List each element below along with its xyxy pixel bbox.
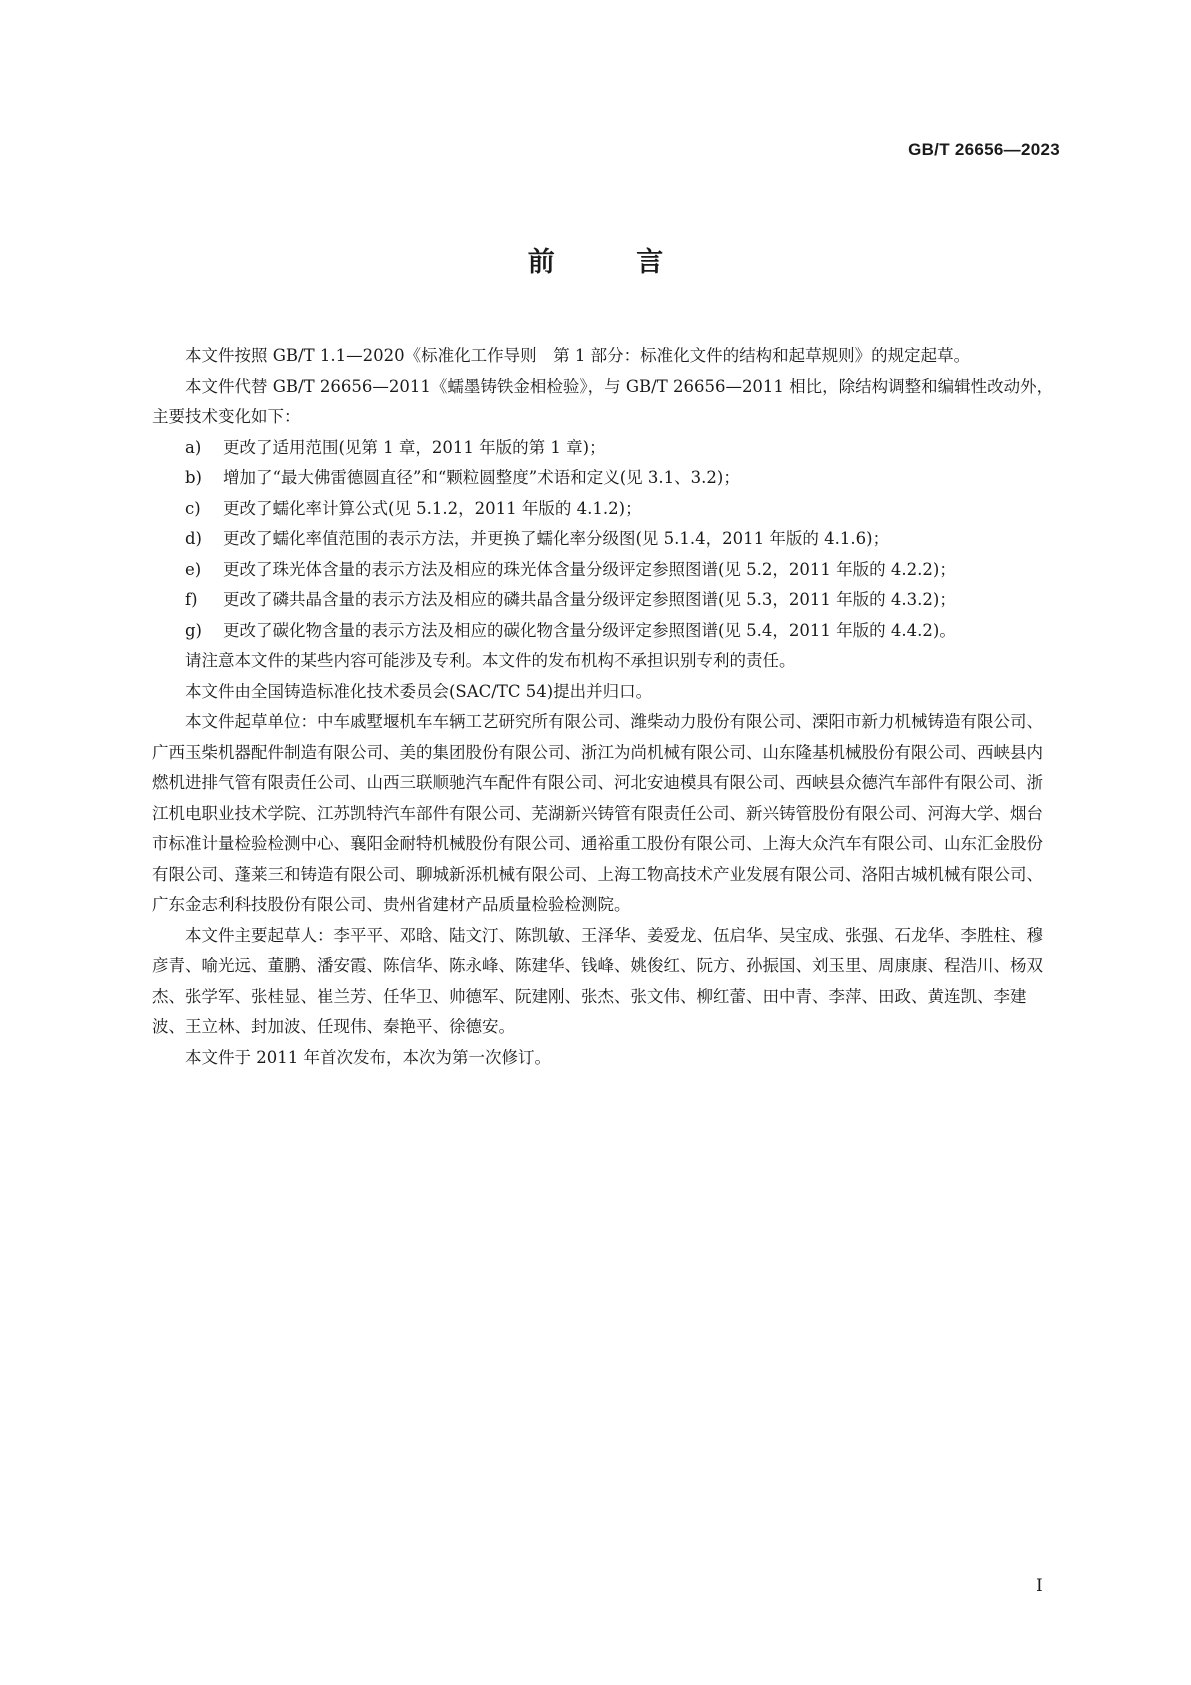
patent-notice: 请注意本文件的某些内容可能涉及专利。本文件的发布机构不承担识别专利的责任。 [185, 651, 796, 670]
drafters-list: 本文件主要起草人：李平平、邓晗、陆文汀、陈凯敏、王泽华、姜爱龙、伍启华、吴宝成、张强、石龙华、李胜柱、穆彦青、喻光远、董鹏、潘安霞、陈信华、陈永峰、陈建华、钱峰、姚俊红、阮方、孙振国、刘玉里、周康康、程浩川、杨双杰、张学军、张桂显、崔兰芳、任华卫、帅德军、阮建刚、张杰、张文伟、柳红蕾、田中青、李萍、田政、黄连凯、李建波、王立林、封加波、任现伟、秦艳平、徐德安。 [152, 925, 1043, 1036]
foreword-body [152, 341, 1058, 1073]
change-item [152, 494, 1058, 525]
change-item-label: g) [185, 620, 202, 640]
change-item [152, 433, 1058, 464]
drafting-units: 本文件起草单位：中车戚墅堰机车车辆工艺研究所有限公司、潍柴动力股份有限公司、溧阳市新力机械铸造有限公司、广西玉柴机器配件制造有限公司、美的集团股份有限公司、浙江为尚机械有限公司、山东隆基机械股份有限公司、西峡县内燃机进排气管有限责任公司、山西三联顺驰汽车配件有限公司、河北安迪模具有限公司、西峡县众德汽车部件有限公司、浙江机电职业技术学院、江苏凯特汽车部件有限公司、芜湖新兴铸管有限责任公司、新兴铸管股份有限公司、河海大学、烟台市标准计量检验检测中心、襄阳金耐特机械股份有限公司、通裕重工股份有限公司、上海大众汽车有限公司、山东汇金股份有限公司、蓬莱三和铸造有限公司、聊城新泺机械有限公司、上海工物高技术产业发展有限公司、洛阳古城机械有限公司、广东金志利科技股份有限公司、贵州省建材产品质量检验检测院。 [152, 712, 1043, 914]
change-list [152, 433, 1058, 647]
change-item-label: e) [185, 559, 202, 579]
change-item-text: 更改了碳化物含量的表示方法及相应的碳化物含量分级评定参照图谱(见 5.4，2011 年版的 4.4.2)。 [223, 620, 956, 640]
change-item-label: c) [185, 498, 201, 518]
standard-code: GB/T 26656—2023 [908, 140, 1060, 159]
change-item-text: 更改了适用范围(见第 1 章，2011 年版的第 1 章)； [223, 437, 606, 457]
change-item [152, 524, 1058, 555]
change-item [152, 585, 1058, 616]
change-item-text: 更改了珠光体含量的表示方法及相应的珠光体含量分级评定参照图谱(见 5.2，2011 年版的 4.2.2)； [223, 559, 956, 579]
change-item-text: 更改了蠕化率值范围的表示方法，并更换了蠕化率分级图(见 5.1.4，2011 年版的 4.1.6)； [223, 529, 890, 548]
change-item [152, 555, 1058, 586]
change-item-text: 更改了蠕化率计算公式(见 5.1.2，2011 年版的 4.1.2)； [223, 498, 642, 518]
change-item [152, 463, 1058, 494]
publication-history: 本文件于 2011 年首次发布，本次为第一次修订。 [185, 1047, 551, 1067]
page-number: I [1036, 1576, 1043, 1596]
change-item [152, 616, 1058, 647]
change-item-label: f) [185, 590, 198, 609]
change-item-label: b) [185, 468, 202, 487]
proposer-statement: 本文件由全国铸造标准化技术委员会(SAC/TC 54)提出并归口。 [185, 681, 653, 701]
change-item-text: 更改了磷共晶含量的表示方法及相应的磷共晶含量分级评定参照图谱(见 5.3，2011 年版的 4.3.2)； [223, 590, 956, 609]
page-title: 前 言 [527, 247, 700, 278]
change-item-label: a) [185, 437, 202, 457]
intro-paragraph-1: 本文件按照 GB/T 1.1—2020《标准化工作导则 第 1 部分：标准化文件的结构和起草规则》的规定起草。 [185, 346, 971, 365]
change-item-text: 增加了“最大佛雷德圆直径”和“颗粒圆整度”术语和定义(见 3.1、3.2)； [223, 468, 740, 487]
change-item-label: d) [185, 529, 202, 548]
intro-paragraph-2: 本文件代替 GB/T 26656—2011《蠕墨铸铁金相检验》，与 GB/T 26656—2011 相比，除结构调整和编辑性改动外，主要技术变化如下： [152, 376, 1054, 426]
